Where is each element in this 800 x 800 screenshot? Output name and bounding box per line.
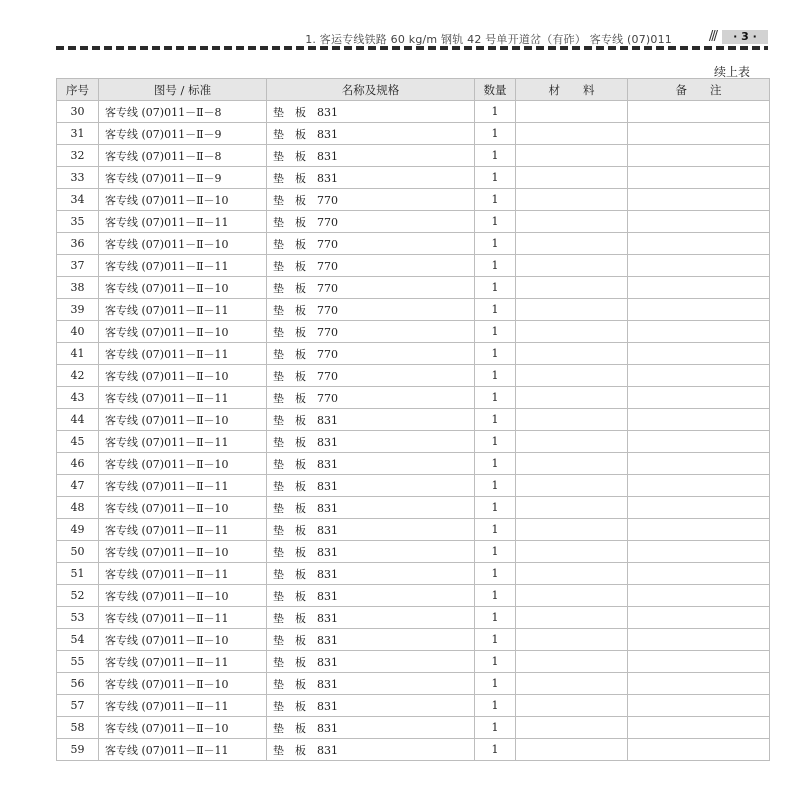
- cell-seq: 36: [57, 233, 99, 255]
- cell-name: 垫 板 770: [267, 365, 475, 387]
- cell-seq: 59: [57, 739, 99, 761]
- cell-code: 客专线 (07)011－Ⅱ－10: [99, 365, 267, 387]
- cell-qty: 1: [475, 453, 516, 475]
- table-row: [57, 629, 770, 651]
- cell-note: [628, 453, 770, 475]
- cell-note: [628, 321, 770, 343]
- cell-seq: 50: [57, 541, 99, 563]
- cell-seq: 33: [57, 167, 99, 189]
- cell-seq: 42: [57, 365, 99, 387]
- table-row: [57, 189, 770, 211]
- cell-note: [628, 167, 770, 189]
- table-row: [57, 101, 770, 123]
- table-row: [57, 343, 770, 365]
- table-row: [57, 167, 770, 189]
- cell-name: 垫 板 831: [267, 519, 475, 541]
- cell-note: [628, 695, 770, 717]
- header-material: 材 料: [516, 79, 628, 101]
- cell-qty: 1: [475, 277, 516, 299]
- cell-name: 垫 板 831: [267, 431, 475, 453]
- cell-note: [628, 541, 770, 563]
- cell-code: 客专线 (07)011－Ⅱ－10: [99, 189, 267, 211]
- cell-name: 垫 板 831: [267, 695, 475, 717]
- cell-material: [516, 695, 628, 717]
- table-row: [57, 365, 770, 387]
- header-code: 图号 / 标准: [99, 79, 267, 101]
- cell-material: [516, 167, 628, 189]
- cell-name: 垫 板 770: [267, 299, 475, 321]
- cell-qty: 1: [475, 123, 516, 145]
- table-row: [57, 541, 770, 563]
- cell-note: [628, 387, 770, 409]
- cell-material: [516, 299, 628, 321]
- cell-seq: 52: [57, 585, 99, 607]
- cell-seq: 40: [57, 321, 99, 343]
- page-number: · 3 ·: [722, 30, 768, 44]
- cell-code: 客专线 (07)011－Ⅱ－11: [99, 299, 267, 321]
- cell-code: 客专线 (07)011－Ⅱ－10: [99, 321, 267, 343]
- table-row: [57, 585, 770, 607]
- cell-qty: 1: [475, 563, 516, 585]
- cell-material: [516, 651, 628, 673]
- cell-material: [516, 145, 628, 167]
- cell-name: 垫 板 831: [267, 145, 475, 167]
- cell-material: [516, 409, 628, 431]
- cell-qty: 1: [475, 409, 516, 431]
- cell-name: 垫 板 770: [267, 189, 475, 211]
- table-row: [57, 233, 770, 255]
- cell-name: 垫 板 831: [267, 629, 475, 651]
- table-row: [57, 717, 770, 739]
- cell-qty: 1: [475, 167, 516, 189]
- cell-seq: 54: [57, 629, 99, 651]
- cell-qty: 1: [475, 651, 516, 673]
- cell-qty: 1: [475, 255, 516, 277]
- cell-code: 客专线 (07)011－Ⅱ－10: [99, 673, 267, 695]
- header-qty: 数量: [475, 79, 516, 101]
- cell-seq: 53: [57, 607, 99, 629]
- cell-note: [628, 299, 770, 321]
- cell-qty: 1: [475, 321, 516, 343]
- cell-seq: 44: [57, 409, 99, 431]
- cell-material: [516, 717, 628, 739]
- cell-code: 客专线 (07)011－Ⅱ－10: [99, 629, 267, 651]
- cell-code: 客专线 (07)011－Ⅱ－11: [99, 739, 267, 761]
- cell-name: 垫 板 770: [267, 255, 475, 277]
- cell-note: [628, 101, 770, 123]
- cell-note: [628, 651, 770, 673]
- cell-material: [516, 123, 628, 145]
- table-row: [57, 607, 770, 629]
- table-row: [57, 695, 770, 717]
- cell-qty: 1: [475, 673, 516, 695]
- table-row: [57, 123, 770, 145]
- cell-seq: 46: [57, 453, 99, 475]
- cell-code: 客专线 (07)011－Ⅱ－8: [99, 145, 267, 167]
- cell-note: [628, 475, 770, 497]
- cell-material: [516, 321, 628, 343]
- cell-code: 客专线 (07)011－Ⅱ－10: [99, 233, 267, 255]
- cell-note: [628, 717, 770, 739]
- cell-seq: 35: [57, 211, 99, 233]
- table-row: [57, 211, 770, 233]
- cell-name: 垫 板 770: [267, 233, 475, 255]
- cell-code: 客专线 (07)011－Ⅱ－11: [99, 519, 267, 541]
- cell-seq: 30: [57, 101, 99, 123]
- cell-name: 垫 板 831: [267, 651, 475, 673]
- cell-qty: 1: [475, 189, 516, 211]
- cell-code: 客专线 (07)011－Ⅱ－8: [99, 101, 267, 123]
- cell-name: 垫 板 831: [267, 167, 475, 189]
- cell-code: 客专线 (07)011－Ⅱ－9: [99, 123, 267, 145]
- cell-note: [628, 277, 770, 299]
- cell-material: [516, 277, 628, 299]
- cell-qty: 1: [475, 101, 516, 123]
- cell-material: [516, 563, 628, 585]
- cell-seq: 32: [57, 145, 99, 167]
- cell-name: 垫 板 831: [267, 541, 475, 563]
- cell-note: [628, 365, 770, 387]
- cell-qty: 1: [475, 629, 516, 651]
- cell-name: 垫 板 770: [267, 277, 475, 299]
- cell-name: 垫 板 831: [267, 101, 475, 123]
- document-title: 1. 客运专线铁路 60 kg/m 钢轨 42 号单开道岔（有砟） 客专线 (07)011: [305, 33, 672, 46]
- table-body: [57, 101, 770, 761]
- cell-name: 垫 板 831: [267, 453, 475, 475]
- cell-name: 垫 板 831: [267, 607, 475, 629]
- cell-seq: 49: [57, 519, 99, 541]
- cell-name: 垫 板 770: [267, 387, 475, 409]
- cell-code: 客专线 (07)011－Ⅱ－11: [99, 563, 267, 585]
- cell-note: [628, 629, 770, 651]
- cell-note: [628, 519, 770, 541]
- cell-qty: 1: [475, 541, 516, 563]
- cell-seq: 48: [57, 497, 99, 519]
- cell-material: [516, 255, 628, 277]
- cell-material: [516, 365, 628, 387]
- cell-code: 客专线 (07)011－Ⅱ－11: [99, 343, 267, 365]
- table-row: [57, 497, 770, 519]
- cell-note: [628, 255, 770, 277]
- cell-name: 垫 板 831: [267, 563, 475, 585]
- cell-material: [516, 233, 628, 255]
- cell-material: [516, 739, 628, 761]
- cell-seq: 58: [57, 717, 99, 739]
- page-header: [0, 30, 768, 46]
- cell-material: [516, 189, 628, 211]
- cell-note: [628, 211, 770, 233]
- cell-material: [516, 343, 628, 365]
- cell-qty: 1: [475, 585, 516, 607]
- table-row: [57, 255, 770, 277]
- table-row: [57, 145, 770, 167]
- cell-qty: 1: [475, 717, 516, 739]
- cell-note: [628, 233, 770, 255]
- cell-qty: 1: [475, 145, 516, 167]
- cell-seq: 45: [57, 431, 99, 453]
- cell-code: 客专线 (07)011－Ⅱ－9: [99, 167, 267, 189]
- cell-note: [628, 607, 770, 629]
- cell-note: [628, 739, 770, 761]
- table-row: [57, 563, 770, 585]
- cell-material: [516, 387, 628, 409]
- cell-note: [628, 673, 770, 695]
- cell-qty: 1: [475, 475, 516, 497]
- continued-label: 续上表: [713, 65, 750, 79]
- cell-code: 客专线 (07)011－Ⅱ－10: [99, 453, 267, 475]
- cell-note: [628, 343, 770, 365]
- cell-name: 垫 板 831: [267, 409, 475, 431]
- cell-material: [516, 453, 628, 475]
- cell-note: [628, 497, 770, 519]
- cell-qty: 1: [475, 607, 516, 629]
- table-row: [57, 519, 770, 541]
- cell-note: [628, 409, 770, 431]
- cell-name: 垫 板 831: [267, 475, 475, 497]
- cell-name: 垫 板 770: [267, 211, 475, 233]
- cell-name: 垫 板 770: [267, 321, 475, 343]
- cell-name: 垫 板 831: [267, 739, 475, 761]
- parts-table: [56, 78, 770, 761]
- cell-code: 客专线 (07)011－Ⅱ－11: [99, 475, 267, 497]
- cell-material: [516, 585, 628, 607]
- cell-note: [628, 585, 770, 607]
- cell-qty: 1: [475, 431, 516, 453]
- header-slashes: ///: [708, 29, 716, 44]
- table-row: [57, 431, 770, 453]
- cell-qty: 1: [475, 497, 516, 519]
- cell-note: [628, 123, 770, 145]
- cell-seq: 43: [57, 387, 99, 409]
- cell-name: 垫 板 831: [267, 585, 475, 607]
- cell-note: [628, 563, 770, 585]
- cell-name: 垫 板 831: [267, 673, 475, 695]
- cell-material: [516, 497, 628, 519]
- cell-material: [516, 431, 628, 453]
- cell-code: 客专线 (07)011－Ⅱ－10: [99, 717, 267, 739]
- cell-qty: 1: [475, 387, 516, 409]
- cell-code: 客专线 (07)011－Ⅱ－11: [99, 211, 267, 233]
- cell-qty: 1: [475, 695, 516, 717]
- cell-note: [628, 145, 770, 167]
- header-name: 名称及规格: [267, 79, 475, 101]
- cell-seq: 51: [57, 563, 99, 585]
- cell-seq: 56: [57, 673, 99, 695]
- table-row: [57, 387, 770, 409]
- table-row: [57, 321, 770, 343]
- cell-seq: 57: [57, 695, 99, 717]
- cell-seq: 41: [57, 343, 99, 365]
- cell-material: [516, 475, 628, 497]
- table-row: [57, 739, 770, 761]
- table-row: [57, 299, 770, 321]
- cell-code: 客专线 (07)011－Ⅱ－11: [99, 255, 267, 277]
- cell-qty: 1: [475, 519, 516, 541]
- cell-qty: 1: [475, 365, 516, 387]
- cell-seq: 47: [57, 475, 99, 497]
- cell-seq: 39: [57, 299, 99, 321]
- cell-code: 客专线 (07)011－Ⅱ－11: [99, 431, 267, 453]
- cell-code: 客专线 (07)011－Ⅱ－11: [99, 607, 267, 629]
- cell-material: [516, 519, 628, 541]
- cell-name: 垫 板 831: [267, 123, 475, 145]
- cell-code: 客专线 (07)011－Ⅱ－11: [99, 387, 267, 409]
- cell-name: 垫 板 831: [267, 497, 475, 519]
- table-row: [57, 409, 770, 431]
- cell-seq: 37: [57, 255, 99, 277]
- cell-material: [516, 607, 628, 629]
- header-note: 备 注: [628, 79, 770, 101]
- header-seq: 序号: [57, 79, 99, 101]
- cell-note: [628, 189, 770, 211]
- cell-material: [516, 211, 628, 233]
- cell-code: 客专线 (07)011－Ⅱ－11: [99, 695, 267, 717]
- cell-code: 客专线 (07)011－Ⅱ－11: [99, 651, 267, 673]
- cell-seq: 31: [57, 123, 99, 145]
- table-row: [57, 453, 770, 475]
- cell-qty: 1: [475, 343, 516, 365]
- cell-material: [516, 101, 628, 123]
- table-header-row: [57, 79, 770, 101]
- cell-material: [516, 541, 628, 563]
- cell-code: 客专线 (07)011－Ⅱ－10: [99, 497, 267, 519]
- cell-material: [516, 629, 628, 651]
- cell-qty: 1: [475, 299, 516, 321]
- cell-code: 客专线 (07)011－Ⅱ－10: [99, 277, 267, 299]
- cell-name: 垫 板 770: [267, 343, 475, 365]
- cell-code: 客专线 (07)011－Ⅱ－10: [99, 585, 267, 607]
- cell-name: 垫 板 831: [267, 717, 475, 739]
- cell-code: 客专线 (07)011－Ⅱ－10: [99, 409, 267, 431]
- cell-seq: 55: [57, 651, 99, 673]
- table-row: [57, 651, 770, 673]
- header-dashed-rule: [56, 46, 768, 50]
- cell-qty: 1: [475, 211, 516, 233]
- cell-seq: 38: [57, 277, 99, 299]
- cell-note: [628, 431, 770, 453]
- cell-seq: 34: [57, 189, 99, 211]
- table-row: [57, 475, 770, 497]
- cell-material: [516, 673, 628, 695]
- cell-code: 客专线 (07)011－Ⅱ－10: [99, 541, 267, 563]
- table-row: [57, 673, 770, 695]
- cell-qty: 1: [475, 739, 516, 761]
- cell-qty: 1: [475, 233, 516, 255]
- table-row: [57, 277, 770, 299]
